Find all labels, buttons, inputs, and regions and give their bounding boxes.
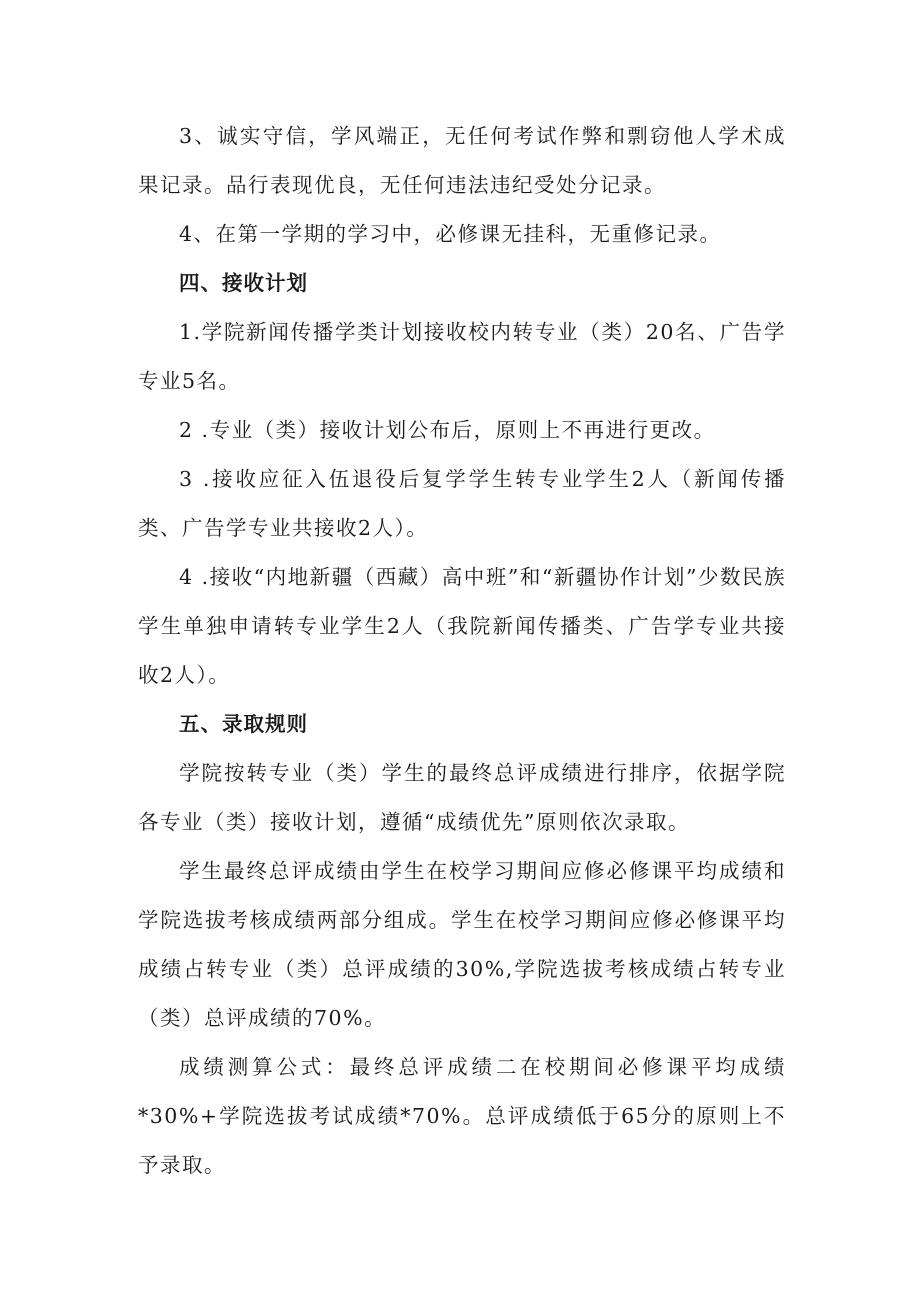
paragraph-rules-ranking: 学院按转专业（类）学生的最终总评成绩进行排序，依据学院各专业（类）接收计划，遵循“成绩优先”原则依次录取。 [138,761,786,834]
paragraph-plan-quota: 1.学院新闻传播学类计划接收校内转专业（类）20名、广告学专业5名。 [138,320,786,393]
paragraph-rules-formula: 成绩测算公式：最终总评成绩二在校期间必修课平均成绩*30%+学院选拔考试成绩*70%。总评成绩低于65分的原则上不予录取。 [138,1055,786,1177]
section-heading-admission-plan: 四、接收计划 [179,271,308,295]
paragraph-plan-minority-students: 4 .接收“内地新疆（西藏）高中班”和“新疆协作计划”少数民族学生单独申请转专业学生2人（我院新闻传播类、广告学专业共接收2人）。 [138,565,786,687]
paragraph-integrity: 3、诚实守信，学风端正，无任何考试作弊和剽窃他人学术成果记录。品行表现优良，无任何违法违纪受处分记录。 [138,124,786,197]
paragraph-plan-no-change: 2 .专业（类）接收计划公布后，原则上不再进行更改。 [179,418,716,442]
paragraph-plan-veterans: 3 .接收应征入伍退役后复学学生转专业学生2人（新闻传播类、广告学专业共接收2人）。 [138,467,786,540]
section-heading-admission-rules: 五、录取规则 [179,712,308,736]
document-page [138,112,786,1190]
paragraph-no-failed-courses: 4、在第一学期的学习中，必修课无挂科，无重修记录。 [179,222,722,246]
paragraph-rules-score-composition: 学生最终总评成绩由学生在校学习期间应修必修课平均成绩和学院选拔考核成绩两部分组成。学生在校学习期间应修必修课平均成绩占转专业（类）总评成绩的30%,学院选拔考核成绩占转专业（类）总评成绩的70%。 [138,859,786,1030]
